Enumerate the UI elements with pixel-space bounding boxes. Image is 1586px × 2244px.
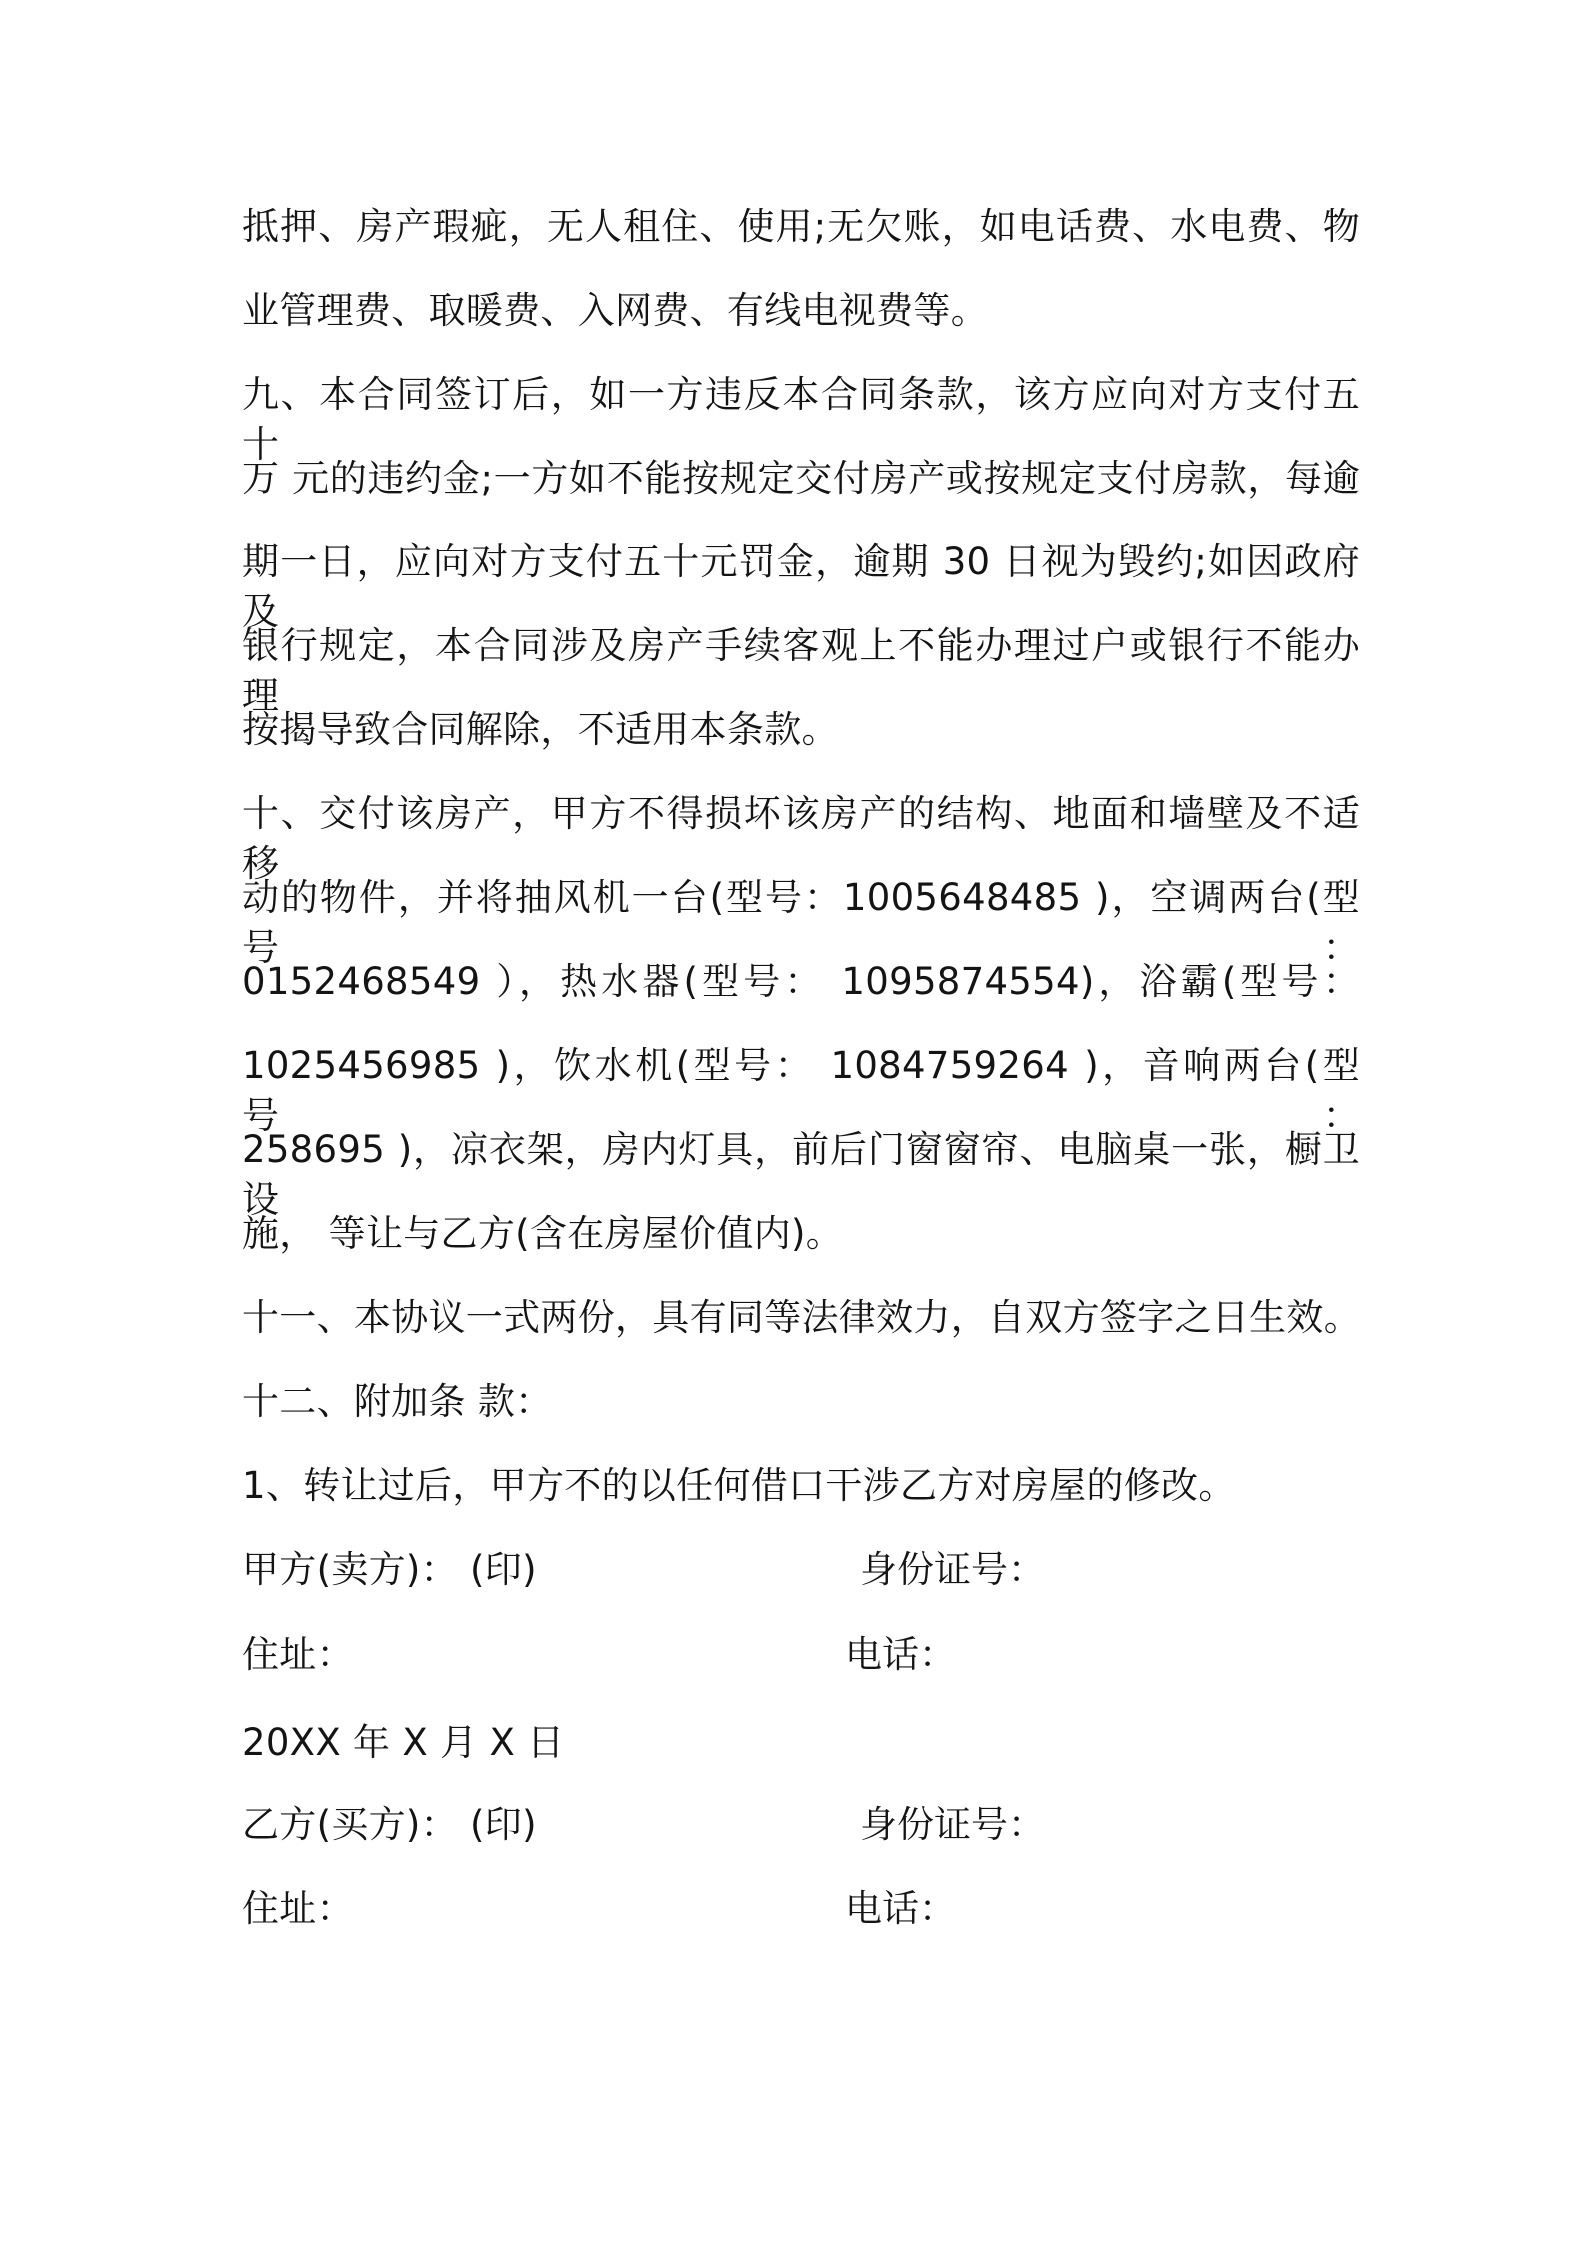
clause-9-line-4: 银行规定，本合同涉及房产手续客观上不能办理过户或银行不能办理: [242, 624, 1360, 717]
party-a-address-label: 住址：: [242, 1633, 354, 1676]
party-b-id-label: 身份证号：: [860, 1803, 1045, 1846]
clause-9-line-5: 按揭导致合同解除，不适用本条款。: [242, 708, 839, 751]
clause-9-line-3: 期一日，应向对方支付五十元罚金，逾期 30 日视为毁约;如因政府及: [242, 540, 1360, 633]
party-b-phone-label: 电话：: [845, 1887, 956, 1930]
party-a-id-label: 身份证号：: [860, 1548, 1045, 1591]
clause-11: 十一、本协议一式两份，具有同等法律效力，自双方签字之日生效。: [242, 1296, 1361, 1339]
text-line-1: 抵押、房产瑕疵，无人租住、使用;无欠账，如电话费、水电费、物: [242, 205, 1360, 248]
clause-10-line-4: 1025456985 )，饮水机(型号： 1084759264 )，音响两台(型号：: [242, 1044, 1360, 1137]
party-a-phone-label: 电话：: [845, 1633, 956, 1676]
clause-9-line-2: 万 元的违约金;一方如不能按规定交付房产或按规定支付房款，每逾: [242, 457, 1360, 500]
party-a-seal-label: 甲方(卖方)： (印): [242, 1548, 537, 1591]
clause-10-line-5: 258695 )，凉衣架，房内灯具，前后门窗窗帘、电脑桌一张，橱卫设: [242, 1128, 1360, 1221]
signing-date: 20XX 年 X 月 X 日: [242, 1721, 565, 1764]
clause-10-line-3: 0152468549 ），热水器(型号： 1095874554)，浴霸(型号：: [242, 960, 1360, 1003]
clause-12-heading: 十二、附加条 款：: [242, 1380, 553, 1423]
clause-10-line-1: 十、交付该房产，甲方不得损坏该房产的结构、地面和墙壁及不适移: [242, 792, 1360, 885]
text-line-2: 业管理费、取暖费、入网费、有线电视费等。: [242, 289, 988, 332]
clause-10-line-2: 动的物件，并将抽风机一台(型号：1005648485 )，空调两台(型号：: [242, 876, 1360, 969]
clause-12-item-1: 1、转让过后，甲方不的以任何借口干涉乙方对房屋的修改。: [242, 1464, 1236, 1507]
party-b-seal-label: 乙方(买方)： (印): [242, 1803, 537, 1846]
clause-10-line-6: 施， 等让与乙方(含在房屋价值内)。: [242, 1212, 844, 1255]
clause-9-line-1: 九、本合同签订后，如一方违反本合同条款，该方应向对方支付五十: [242, 373, 1360, 466]
party-b-address-label: 住址：: [242, 1887, 354, 1930]
